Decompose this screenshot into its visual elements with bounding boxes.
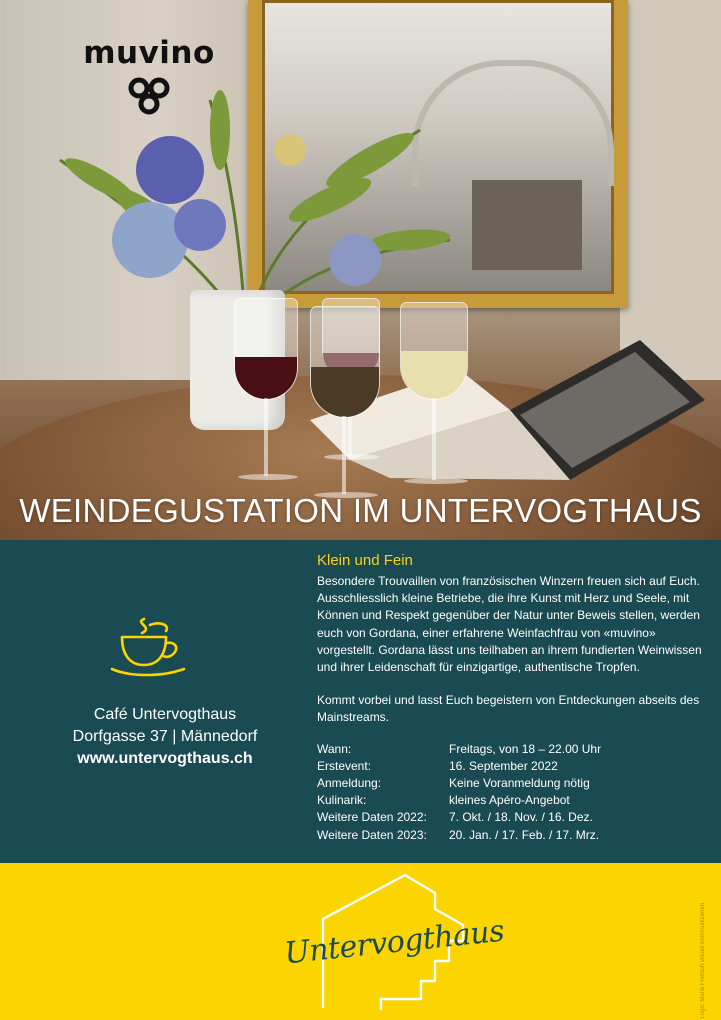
venue-street: Dorfgasse 37 | Männedorf [72, 728, 258, 745]
headline: WEINDEGUSTATION IM UNTERVOGTHAUS [19, 492, 702, 529]
detail-label: Wann: [317, 741, 352, 756]
detail-row [317, 827, 707, 844]
footer [0, 863, 721, 1020]
detail-value: kleines Apéro-Angebot [449, 793, 570, 808]
detail-row [317, 809, 707, 826]
detail-label: Kulinarik: [317, 793, 367, 808]
detail-label: Anmeldung: [317, 776, 382, 791]
detail-row [317, 775, 707, 792]
detail-value: 20. Jan. / 17. Feb. / 17. Mrz. [449, 827, 600, 842]
grape-cluster-icon [127, 76, 171, 116]
detail-value: Freitags, von 18 – 22.00 Uhr [449, 741, 602, 756]
red-wine-glass [232, 298, 302, 488]
detail-label: Weitere Daten 2023: [317, 827, 427, 842]
detail-value: 16. September 2022 [449, 758, 558, 773]
detail-row [317, 741, 707, 758]
section-title: Klein und Fein [317, 552, 413, 569]
logo-credit: Logo: Marie Frietsch visuell kommunizieren [700, 903, 706, 1019]
muvino-logo [74, 36, 224, 116]
brand-name: muvino [83, 35, 215, 71]
venue-name: Café Untervogthaus [93, 706, 237, 723]
detail-row [317, 758, 707, 775]
amber-wine-glass [306, 306, 386, 506]
event-description [317, 552, 707, 844]
untervogthaus-signature: Untervogthaus [282, 913, 506, 972]
white-wine-glass [398, 302, 472, 492]
venue-website-link[interactable]: www.untervogthaus.ch [77, 750, 253, 767]
detail-value: 7. Okt. / 18. Nov. / 16. Dez. [449, 810, 593, 825]
venue-address [40, 704, 290, 770]
detail-value: Keine Voranmeldung nötig [449, 776, 590, 791]
coffee-cup-icon [110, 615, 186, 679]
detail-label: Weitere Daten 2022: [317, 810, 427, 825]
info-section [0, 540, 721, 863]
description-paragraph-2: Kommt vorbei und lasst Euch begeistern von Entdeckungen abseits des Mainstreams. [317, 693, 700, 725]
detail-label: Erstevent: [317, 758, 372, 773]
description-paragraph-1: Besondere Trouvaillen von französischen Winzern freuen sich auf Euch. Ausschliesslich kleine Betriebe, die ihre Kunst mit Herz und Seele, mit Können und Respekt gegenüber der Natur unter Beweis stellen, werden euch von Gordana, einer erfahrene Weinfachfrau von «muvino» vorgestellt. Gordana lässt uns teilhaben an ihrem fundierten Weinwissen und ihrer Leidenschaft für einzigartige, authentische Tropfen. [317, 574, 702, 675]
event-details-table [317, 741, 707, 844]
detail-row [317, 792, 707, 809]
